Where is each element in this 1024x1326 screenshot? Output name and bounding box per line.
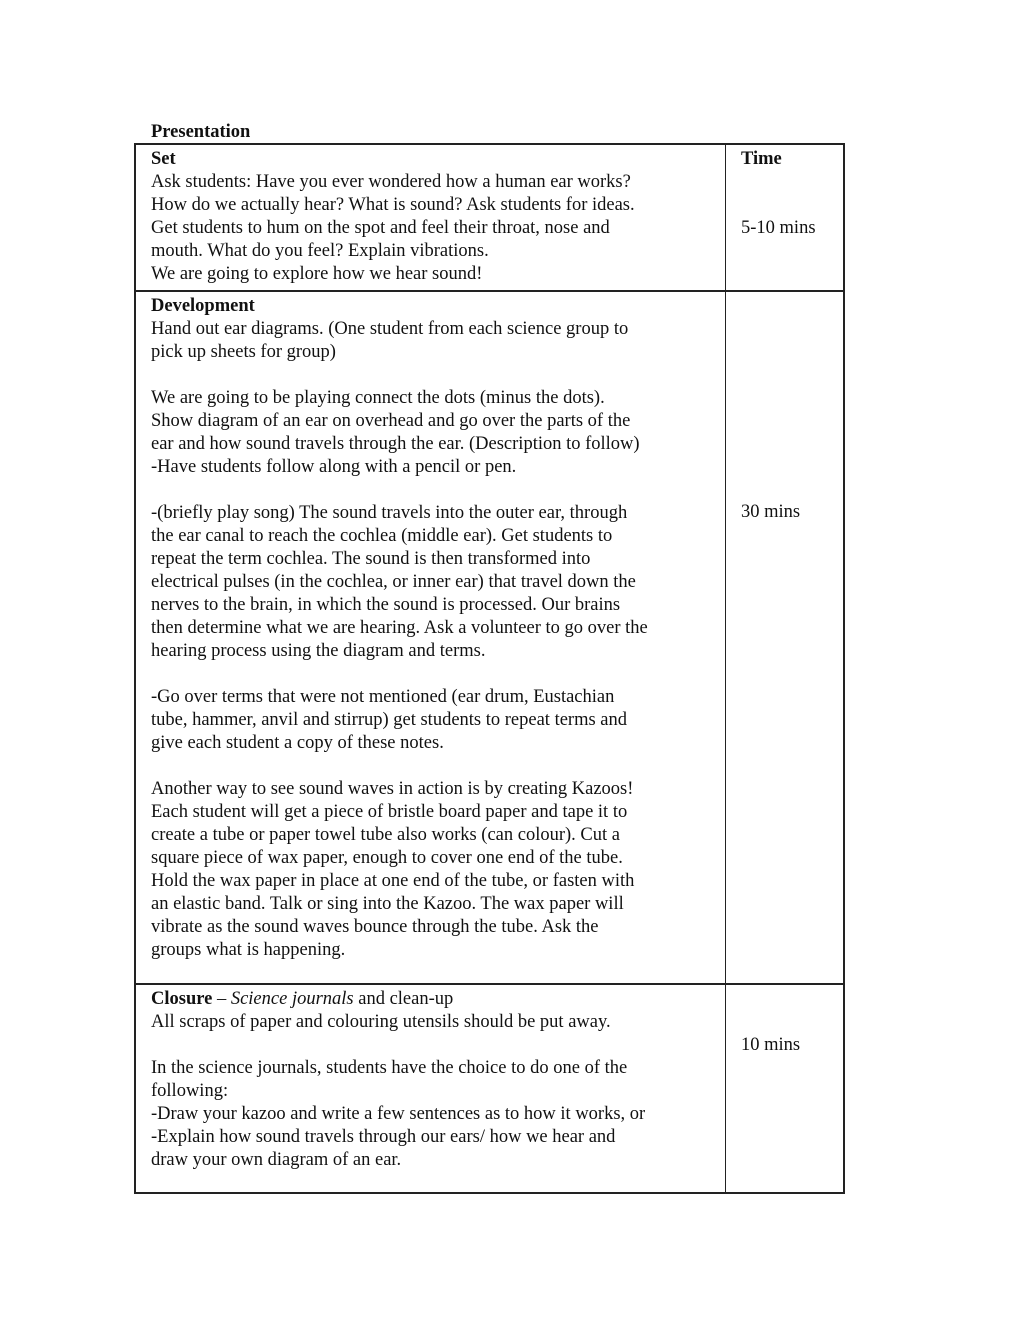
development-line: then determine what we are hearing. Ask a volunteer to go over the [151,618,648,638]
closure-title: Closure [151,989,213,1009]
closure-time-cell [726,984,845,1193]
development-line: ear and how sound travels through the ear. (Description to follow) [151,434,640,454]
development-line: -(briefly play song) The sound travels into the outer ear, through [151,503,628,523]
development-line: an elastic band. Talk or sing into the Kazoo. The wax paper will [151,894,624,914]
closure-title-rest: and clean-up [353,989,454,1009]
set-line: Get students to hum on the spot and feel their throat, nose and [151,218,610,238]
development-line: create a tube or paper towel tube also works (can colour). Cut a [151,825,620,845]
development-line: -Go over terms that were not mentioned (ear drum, Eustachian [151,687,615,707]
time-header: Time [741,149,782,169]
closure-cell [135,984,726,1193]
closure-line: draw your own diagram of an ear. [151,1150,402,1170]
lesson-plan-table [134,143,845,1194]
development-line: We are going to be playing connect the dots (minus the dots). [151,388,605,408]
closure-line: All scraps of paper and colouring utensils should be put away. [151,1012,611,1032]
development-row [135,291,844,984]
closure-line: In the science journals, students have the choice to do one of the [151,1058,628,1078]
development-line: Another way to see sound waves in action is by creating Kazoos! [151,779,634,799]
development-line: groups what is happening. [151,940,346,960]
development-line: Hold the wax paper in place at one end of the tube, or fasten with [151,871,635,891]
development-title: Development [151,296,255,316]
closure-line: -Explain how sound travels through our ears/ how we hear and [151,1127,616,1147]
development-cell [135,291,726,984]
set-cell [135,144,726,291]
development-line: -Have students follow along with a pencil or pen. [151,457,517,477]
set-line: Ask students: Have you ever wondered how a human ear works? [151,172,631,192]
closure-title-italic: Science journals [230,989,354,1009]
development-line: Each student will get a piece of bristle board paper and tape it to [151,802,628,822]
closure-row [135,984,844,1193]
set-time-cell [726,144,845,291]
development-line: give each student a copy of these notes. [151,733,444,753]
development-time-cell [726,291,845,984]
set-row [135,144,844,291]
set-title: Set [151,149,176,169]
section-heading: Presentation [151,122,251,142]
closure-title-line [151,988,711,1011]
set-line: How do we actually hear? What is sound? Ask students for ideas. [151,195,635,215]
closure-line: -Draw your kazoo and write a few sentences as to how it works, or [151,1104,646,1124]
development-line: Show diagram of an ear on overhead and go over the parts of the [151,411,631,431]
development-line: pick up sheets for group) [151,342,336,362]
development-line: the ear canal to reach the cochlea (middle ear). Get students to [151,526,613,546]
closure-dash: – [212,989,231,1009]
closure-time: 10 mins [741,1035,801,1055]
set-time: 5-10 mins [741,218,816,238]
development-line: Hand out ear diagrams. (One student from each science group to [151,319,629,339]
development-line: nerves to the brain, in which the sound is processed. Our brains [151,595,621,615]
set-line: We are going to explore how we hear sound! [151,264,483,284]
development-line: repeat the term cochlea. The sound is then transformed into [151,549,591,569]
set-line: mouth. What do you feel? Explain vibrations. [151,241,489,261]
development-line: electrical pulses (in the cochlea, or inner ear) that travel down the [151,572,636,592]
development-line: square piece of wax paper, enough to cover one end of the tube. [151,848,623,868]
development-time: 30 mins [741,502,801,522]
development-line: hearing process using the diagram and terms. [151,641,486,661]
development-line: tube, hammer, anvil and stirrup) get students to repeat terms and [151,710,628,730]
development-line: vibrate as the sound waves bounce through the tube. Ask the [151,917,599,937]
closure-line: following: [151,1081,229,1101]
